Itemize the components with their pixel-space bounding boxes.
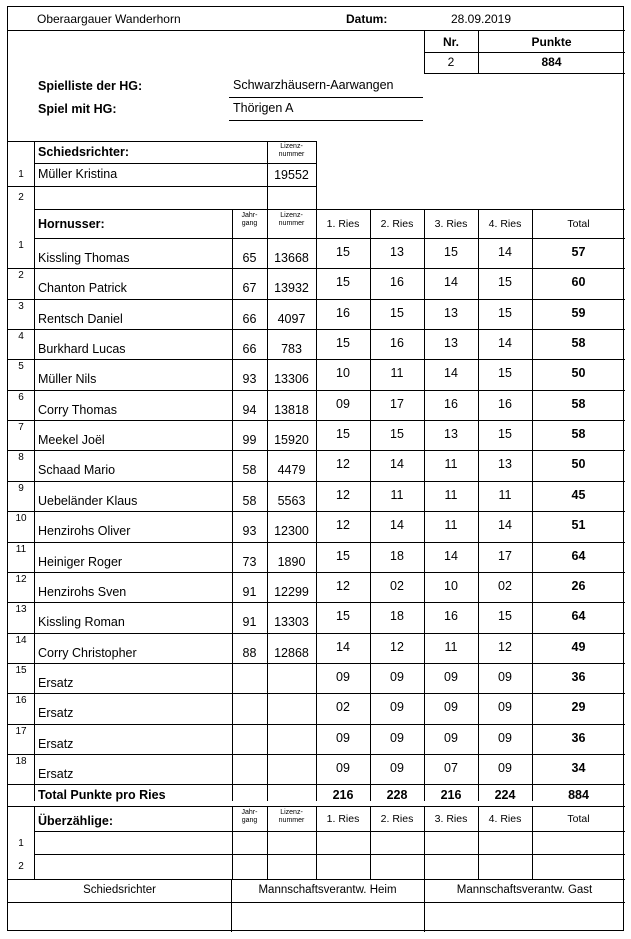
player-ries-1: 09	[336, 730, 350, 745]
player-ries-4: 16	[498, 396, 512, 411]
player-jahrgang: 66	[242, 342, 257, 357]
player-lizenz: 4097	[277, 311, 306, 326]
player-ries-3: 13	[444, 336, 458, 351]
player-jahrgang: 65	[242, 251, 257, 265]
players-header-bottom	[34, 238, 625, 239]
player-ries-1: 14	[336, 639, 350, 654]
player-ries-1: 15	[336, 336, 350, 351]
signature-label-line	[8, 902, 625, 903]
table-row-line	[8, 754, 625, 755]
player-ries-3: 16	[444, 609, 458, 624]
player-lizenz: 12300	[274, 524, 309, 539]
lizenz-header: Lizenz- nummer	[278, 212, 305, 227]
player-ries-4: 15	[498, 609, 512, 624]
totals-ries-4: 224	[494, 788, 516, 802]
player-ries-2: 16	[390, 275, 404, 290]
player-ries-4: 02	[498, 578, 512, 593]
spiel-label: Spiel mit HG:	[38, 102, 117, 116]
player-lizenz: 783	[281, 342, 302, 357]
player-lizenz: 13306	[274, 372, 309, 387]
extras-label: Überzählige:	[38, 814, 114, 828]
player-ries-3: 13	[444, 427, 458, 442]
referee-label: Schiedsrichter:	[38, 145, 130, 159]
player-name: Ersatz	[38, 675, 74, 690]
player-ries-2: 09	[390, 760, 404, 775]
player-ries-1: 09	[336, 760, 350, 775]
datum-value: 28.09.2019	[450, 12, 512, 26]
player-lizenz: 12299	[274, 584, 309, 599]
player-lizenz: 4479	[277, 463, 306, 478]
extras-row-number: 1	[18, 838, 24, 849]
player-jahrgang: 99	[242, 433, 257, 448]
player-ries-1: 12	[336, 487, 350, 502]
player-lizenz: 13818	[274, 402, 309, 417]
totals-ries-1: 216	[332, 788, 354, 802]
player-total: 26	[571, 578, 586, 593]
totals-label: Total Punkte pro Ries	[38, 788, 166, 802]
jahrgang-header: Jahr- gang	[241, 212, 258, 227]
ries-header: 2. Ries	[380, 218, 414, 230]
extras-header-bottom	[34, 831, 625, 832]
player-jahrgang: 66	[242, 311, 257, 326]
player-ries-3: 07	[444, 760, 458, 775]
player-total: 49	[571, 639, 586, 654]
referee-name	[38, 186, 258, 209]
player-ries-4: 15	[498, 275, 512, 290]
table-row-line	[8, 299, 625, 300]
player-ries-4: 09	[498, 669, 512, 684]
table-row-line	[8, 542, 625, 543]
ries-header: 1. Ries	[326, 218, 360, 230]
player-ries-4: 15	[498, 427, 512, 442]
player-name: Chanton Patrick	[38, 281, 127, 296]
player-ries-4: 15	[498, 305, 512, 320]
referee-lizenz	[267, 187, 316, 210]
player-total: 60	[571, 275, 586, 290]
player-ries-2: 13	[390, 245, 404, 259]
player-row-number: 17	[15, 725, 27, 737]
player-ries-3: 11	[444, 457, 458, 472]
player-ries-1: 12	[336, 578, 350, 593]
player-ries-1: 12	[336, 518, 350, 533]
spiel-underline	[229, 120, 423, 121]
player-ries-2: 09	[390, 669, 404, 684]
player-total: 58	[571, 396, 586, 411]
player-total: 34	[571, 760, 586, 775]
table-row-line	[8, 268, 625, 269]
player-ries-1: 15	[336, 245, 350, 259]
totals-grand: 884	[568, 788, 589, 802]
player-lizenz: 1890	[277, 554, 306, 569]
player-ries-4: 09	[498, 730, 512, 745]
player-row-number: 1	[18, 240, 24, 251]
player-ries-3: 16	[444, 396, 458, 411]
player-lizenz	[267, 734, 316, 754]
table-row-line	[8, 602, 625, 603]
player-jahrgang: 93	[242, 524, 257, 539]
player-name: Rentsch Daniel	[38, 311, 123, 326]
player-jahrgang: 67	[242, 281, 257, 296]
extras-row-number: 2	[18, 861, 24, 872]
player-ries-3: 15	[444, 245, 458, 259]
player-name: Schaad Mario	[38, 463, 116, 478]
player-total: 50	[571, 457, 586, 472]
player-ries-1: 15	[336, 609, 350, 624]
player-ries-2: 11	[390, 487, 404, 502]
player-ries-4: 09	[498, 760, 512, 775]
table-row-line	[8, 450, 625, 451]
player-total: 58	[571, 336, 586, 351]
player-ries-2: 11	[390, 366, 404, 381]
player-row-number: 18	[15, 755, 27, 767]
player-row-number: 5	[18, 361, 24, 373]
player-total: 64	[571, 609, 586, 624]
score-sheet	[7, 6, 624, 931]
player-ries-4: 11	[498, 487, 512, 502]
spielliste-underline	[229, 97, 423, 98]
player-ries-4: 14	[498, 336, 512, 351]
extras-bottom	[8, 879, 625, 880]
punkte-value: 884	[541, 55, 562, 69]
table-row-line	[8, 633, 625, 634]
player-name: Kissling Roman	[38, 615, 125, 630]
player-ries-4: 14	[498, 518, 512, 533]
extras-row-line	[34, 854, 625, 855]
player-ries-3: 14	[444, 275, 458, 290]
table-row-line	[8, 481, 625, 482]
player-jahrgang: 91	[242, 615, 257, 630]
signature-heim-label: Mannschaftsverantw. Heim	[258, 884, 397, 896]
player-lizenz	[267, 703, 316, 723]
nr-box-bottom	[424, 73, 625, 74]
player-row-number: 16	[15, 695, 27, 707]
player-ries-2: 16	[390, 336, 404, 351]
player-ries-3: 11	[444, 487, 458, 502]
player-lizenz	[267, 764, 316, 784]
table-row-line	[8, 663, 625, 664]
player-total: 29	[571, 700, 586, 715]
player-ries-4: 17	[498, 548, 512, 563]
player-jahrgang	[232, 673, 267, 693]
signature-schiedsrichter-label: Schiedsrichter	[83, 884, 156, 896]
extras-jahrgang-header: Jahr- gang	[241, 809, 258, 824]
form-title: Oberaargauer Wanderhorn	[37, 12, 181, 26]
player-lizenz: 15920	[274, 433, 309, 448]
referee-lizenz-header: Lizenz- nummer	[278, 143, 305, 158]
player-jahrgang	[232, 734, 267, 754]
table-row-line	[8, 390, 625, 391]
player-ries-1: 09	[336, 396, 350, 411]
player-ries-1: 15	[336, 548, 350, 563]
player-name: Meekel Joël	[38, 433, 105, 448]
player-jahrgang: 94	[242, 402, 257, 417]
player-jahrgang: 58	[242, 493, 257, 508]
player-ries-1: 10	[336, 366, 350, 381]
extras-ries-header: 1. Ries	[326, 813, 360, 825]
player-row-number: 3	[18, 300, 24, 312]
extras-col-num	[34, 806, 35, 879]
player-ries-1: 02	[336, 700, 350, 715]
player-ries-1: 16	[336, 305, 350, 320]
player-ries-3: 09	[444, 700, 458, 715]
player-name: Kissling Thomas	[38, 251, 130, 265]
table-row-line	[8, 359, 625, 360]
player-name: Uebeländer Klaus	[38, 493, 138, 508]
player-name: Henzirohs Oliver	[38, 524, 131, 539]
totals-ries-2: 228	[386, 788, 408, 802]
player-row-number: 11	[15, 543, 27, 555]
player-total: 36	[571, 730, 586, 745]
player-ries-3: 13	[444, 305, 458, 320]
player-name: Ersatz	[38, 706, 74, 721]
totals-ries-3: 216	[440, 788, 462, 802]
player-total: 59	[571, 305, 586, 320]
player-lizenz: 12868	[274, 645, 309, 660]
extras-total-header: Total	[567, 813, 590, 825]
player-ries-4: 13	[498, 457, 512, 472]
player-total: 57	[571, 245, 586, 259]
player-jahrgang: 91	[242, 584, 257, 599]
player-row-number: 4	[18, 331, 24, 343]
player-ries-2: 18	[390, 609, 404, 624]
player-ries-2: 15	[390, 305, 404, 320]
player-name: Müller Nils	[38, 372, 97, 387]
player-total: 58	[571, 427, 586, 442]
datum-label: Datum:	[346, 12, 388, 26]
ries-header: 3. Ries	[434, 218, 468, 230]
spielliste-value: Schwarzhäusern-Aarwangen	[233, 78, 394, 92]
player-jahrgang: 88	[242, 645, 257, 660]
extras-ries-header: 3. Ries	[434, 813, 468, 825]
player-name: Ersatz	[38, 766, 74, 781]
extras-ries-header: 2. Ries	[380, 813, 414, 825]
player-total: 50	[571, 366, 586, 381]
player-lizenz: 13932	[274, 281, 309, 296]
signature-gast-label: Mannschaftsverantw. Gast	[456, 884, 593, 896]
player-ries-2: 15	[390, 427, 404, 442]
player-ries-2: 14	[390, 457, 404, 472]
player-ries-3: 10	[444, 578, 458, 593]
table-row-line	[8, 724, 625, 725]
player-total: 51	[571, 518, 586, 533]
player-ries-4: 15	[498, 366, 512, 381]
header-divider	[8, 30, 625, 31]
spiel-value: Thörigen A	[233, 101, 294, 115]
player-lizenz	[267, 673, 316, 693]
player-lizenz: 13303	[274, 615, 309, 630]
player-ries-4: 09	[498, 700, 512, 715]
spielliste-label: Spielliste der HG:	[38, 79, 143, 93]
player-name: Heiniger Roger	[38, 554, 123, 569]
player-jahrgang: 93	[242, 372, 257, 387]
ries-header: 4. Ries	[488, 218, 522, 230]
player-name: Corry Christopher	[38, 645, 137, 660]
player-lizenz: 13668	[274, 251, 309, 265]
table-row-line	[8, 420, 625, 421]
player-row-number: 6	[18, 391, 24, 403]
player-ries-3: 09	[444, 669, 458, 684]
table-row-line	[8, 693, 625, 694]
players-label: Hornusser:	[38, 217, 105, 231]
player-row-number: 14	[15, 634, 27, 646]
referee-col-right	[316, 141, 317, 209]
table-row-line	[8, 511, 625, 512]
players-header-top	[316, 209, 625, 210]
player-name: Burkhard Lucas	[38, 342, 126, 357]
player-row-number: 13	[15, 604, 27, 616]
player-ries-3: 11	[444, 518, 458, 533]
player-ries-4: 12	[498, 639, 512, 654]
referee-name: Müller Kristina	[38, 167, 118, 181]
referee-lizenz: 19552	[274, 168, 309, 182]
player-name: Corry Thomas	[38, 402, 117, 417]
player-name: Ersatz	[38, 736, 74, 751]
col-line-num	[34, 141, 35, 801]
player-ries-3: 14	[444, 366, 458, 381]
punkte-label: Punkte	[531, 35, 572, 49]
nr-label: Nr.	[442, 35, 459, 49]
referee-row-number: 2	[18, 192, 24, 203]
player-ries-1: 15	[336, 427, 350, 442]
player-ries-3: 11	[444, 639, 458, 654]
player-ries-2: 02	[390, 578, 404, 593]
player-jahrgang: 58	[242, 463, 257, 478]
player-jahrgang	[232, 703, 267, 723]
player-jahrgang	[232, 764, 267, 784]
total-header: Total	[567, 218, 590, 230]
player-total: 36	[571, 669, 586, 684]
referee-row-number: 1	[18, 169, 24, 180]
player-ries-1: 09	[336, 669, 350, 684]
player-row-number: 2	[18, 270, 24, 282]
player-row-number: 7	[18, 422, 24, 434]
player-ries-1: 12	[336, 457, 350, 472]
player-lizenz: 5563	[277, 493, 306, 508]
player-ries-3: 14	[444, 548, 458, 563]
extras-ries-header: 4. Ries	[488, 813, 522, 825]
player-row-number: 8	[18, 452, 24, 464]
player-row-number: 9	[18, 482, 24, 494]
player-ries-2: 14	[390, 518, 404, 533]
player-total: 64	[571, 548, 586, 563]
player-name: Henzirohs Sven	[38, 584, 127, 599]
player-ries-4: 14	[498, 245, 512, 259]
player-ries-2: 17	[390, 396, 404, 411]
player-ries-1: 15	[336, 275, 350, 290]
nr-value: 2	[447, 55, 455, 69]
player-row-number: 12	[15, 573, 27, 585]
player-row-number: 15	[15, 664, 27, 676]
player-total: 45	[571, 487, 586, 502]
player-jahrgang: 73	[242, 554, 257, 569]
player-ries-2: 12	[390, 639, 404, 654]
player-ries-2: 09	[390, 730, 404, 745]
player-ries-3: 09	[444, 730, 458, 745]
player-ries-2: 09	[390, 700, 404, 715]
extras-lizenz-header: Lizenz- nummer	[278, 809, 305, 824]
player-ries-2: 18	[390, 548, 404, 563]
table-row-line	[8, 329, 625, 330]
player-row-number: 10	[15, 513, 27, 525]
table-row-line	[8, 572, 625, 573]
